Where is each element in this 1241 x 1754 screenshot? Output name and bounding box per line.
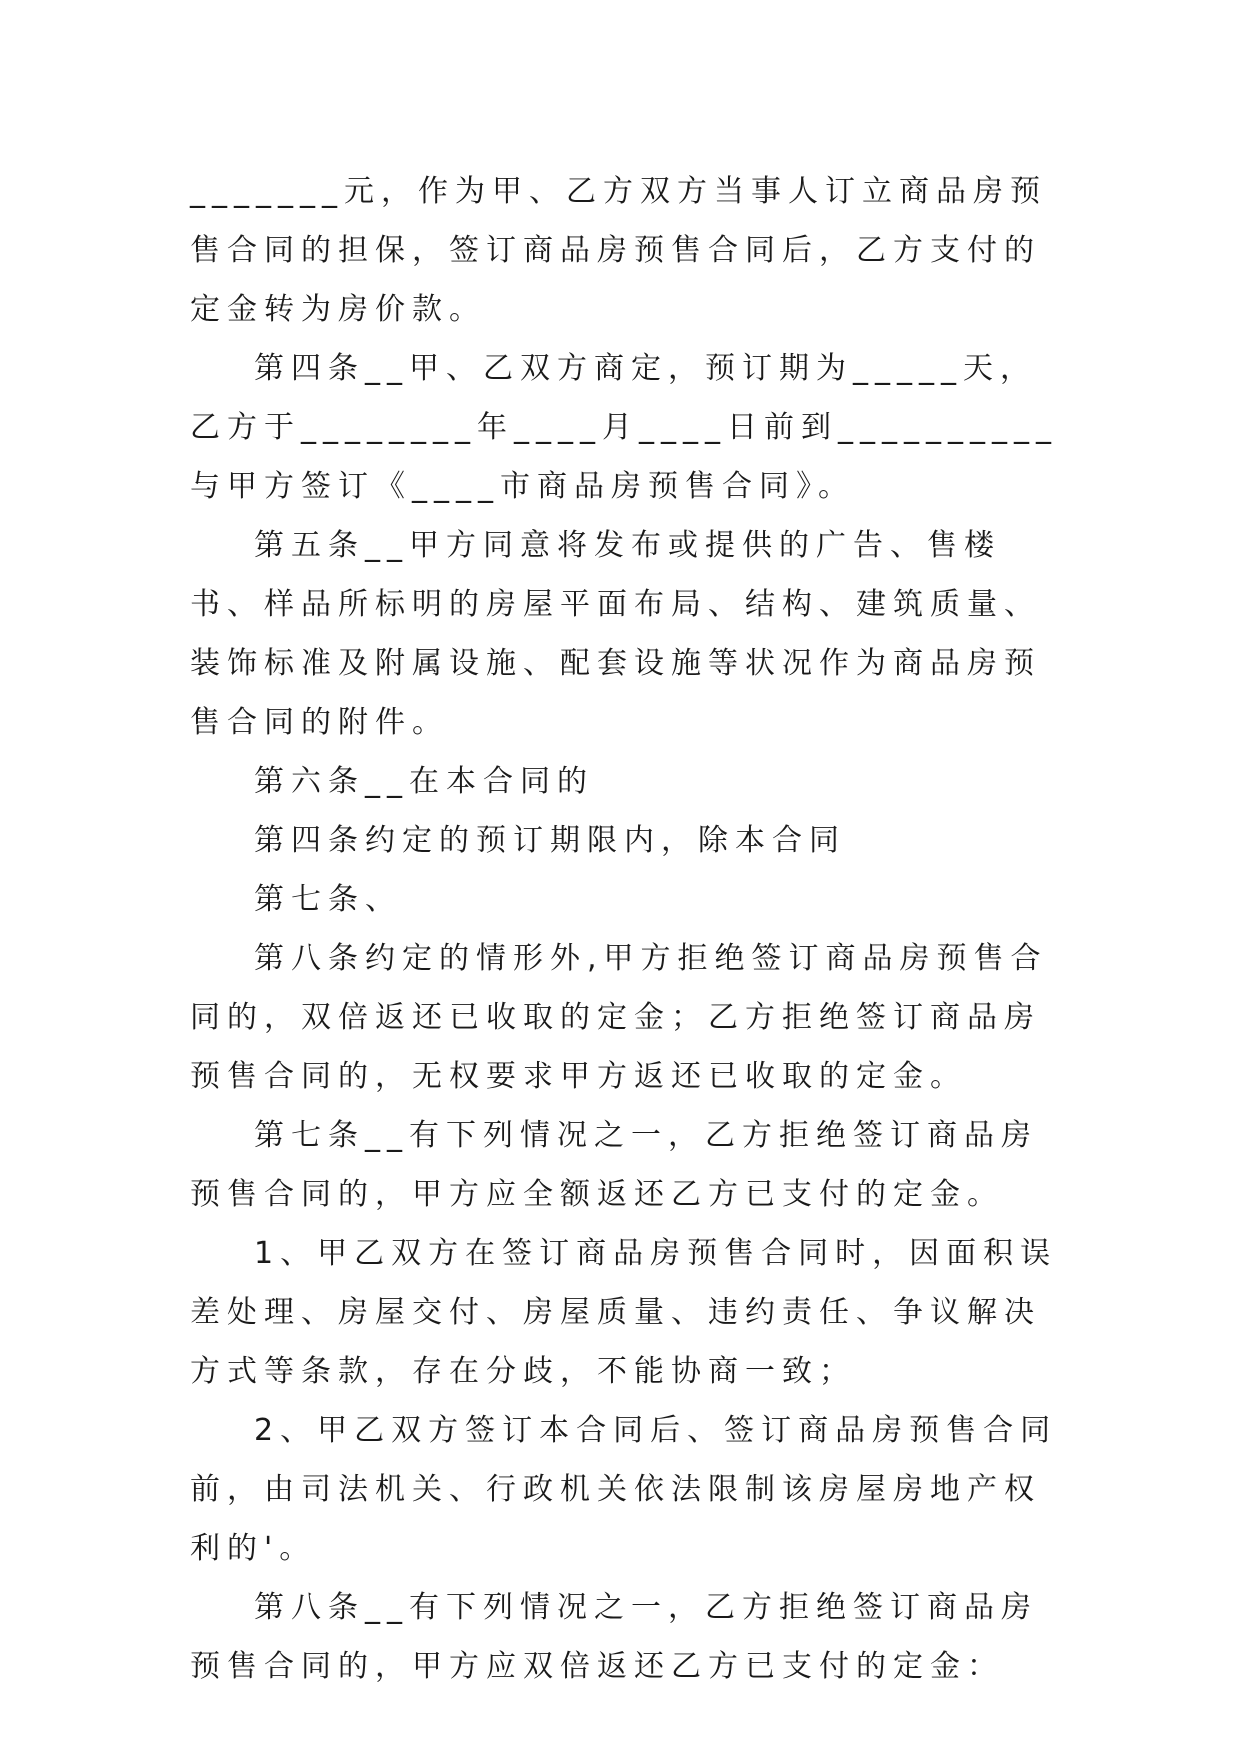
paragraph-article-4: 第四条__甲、乙双方商定，预订期为_____天，乙方于________年____月____日前到__________与甲方签订《____市商品房预售合同》。 xyxy=(190,351,1058,504)
paragraph-article-6: 第六条__在本合同的 xyxy=(254,764,594,799)
contract-body xyxy=(190,162,1070,1696)
paragraph-article-6-cont: 第四条约定的预订期限内，除本合同 xyxy=(254,823,846,858)
list-item-1: 1、甲乙双方在签订商品房预售合同时，因面积误差处理、房屋交付、房屋质量、违约责任、争议解决方式等条款，存在分歧，不能协商一致； xyxy=(190,1236,1058,1389)
list-item-2: 2、甲乙双方签订本合同后、签订商品房预售合同前，由司法机关、行政机关依法限制该房屋房地产权利的'。 xyxy=(190,1413,1058,1566)
paragraph-article-8-ref: 第八条约定的情形外,甲方拒绝签订商品房预售合同的，双倍返还已收取的定金；乙方拒绝签订商品房预售合同的，无权要求甲方返还已收取的定金。 xyxy=(190,941,1048,1094)
paragraph-article-8: 第八条__有下列情况之一，乙方拒绝签订商品房预售合同的，甲方应双倍返还乙方已支付的定金： xyxy=(190,1590,1038,1684)
paragraph-deposit-guarantee: _______元，作为甲、乙方双方当事人订立商品房预售合同的担保，签订商品房预售合同后，乙方支付的定金转为房价款。 xyxy=(190,174,1047,327)
paragraph-article-5: 第五条__甲方同意将发布或提供的广告、售楼书、样品所标明的房屋平面布局、结构、建筑质量、装饰标准及附属设施、配套设施等状况作为商品房预售合同的附件。 xyxy=(190,528,1041,740)
paragraph-article-7: 第七条__有下列情况之一，乙方拒绝签订商品房预售合同的，甲方应全额返还乙方已支付的定金。 xyxy=(190,1118,1038,1212)
paragraph-article-7-ref: 第七条、 xyxy=(254,882,402,917)
